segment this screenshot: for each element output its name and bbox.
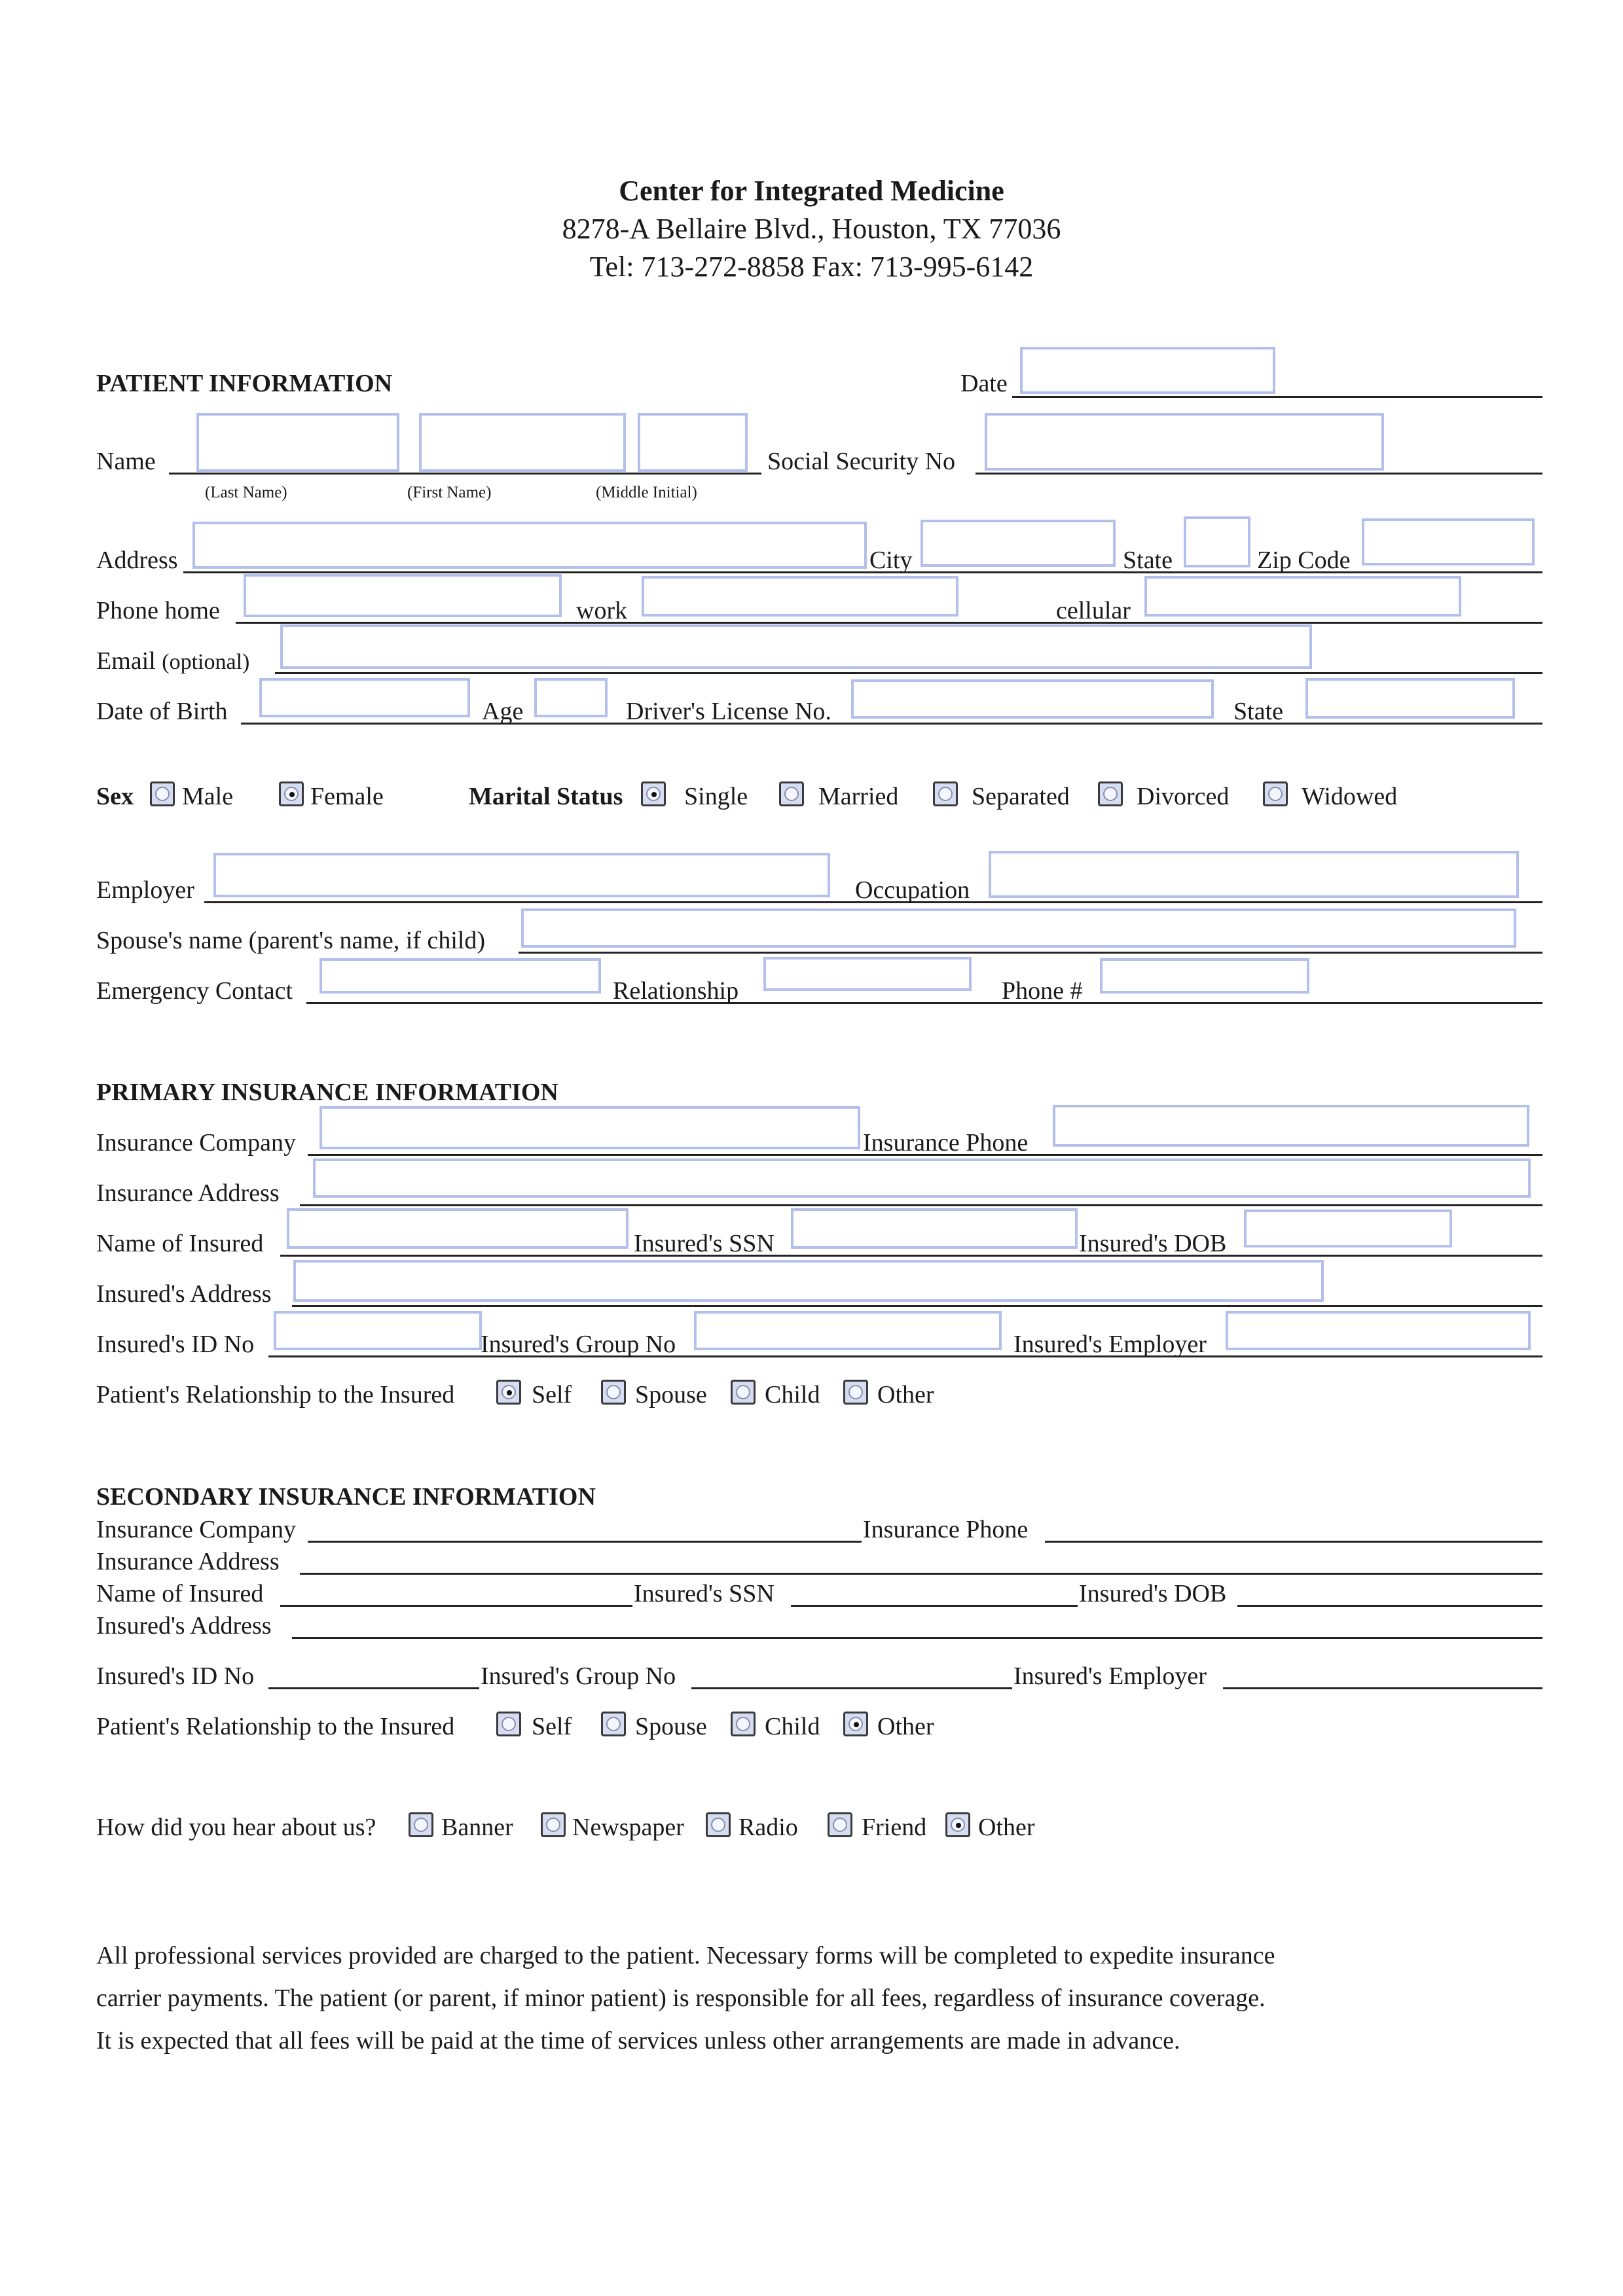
org-address: 8278-A Bellaire Blvd., Houston, TX 77036 <box>562 213 1061 245</box>
primary-employer-label: Insured's Employer <box>1013 1331 1207 1358</box>
primary-rel-other-label: Other <box>877 1381 934 1408</box>
address-field[interactable] <box>192 522 867 569</box>
referral-banner-radio[interactable] <box>409 1812 433 1837</box>
primary-address-line <box>300 1204 1542 1206</box>
secondary-rel-spouse-radio[interactable] <box>601 1712 626 1736</box>
secondary-rel-other-label: Other <box>877 1713 934 1740</box>
org-name: Center for Integrated Medicine <box>619 175 1004 207</box>
secondary-address-line[interactable] <box>300 1573 1542 1575</box>
secondary-address-label: Insurance Address <box>96 1548 280 1575</box>
primary-insured-dob-label: Insured's DOB <box>1079 1230 1227 1257</box>
employer-field[interactable] <box>213 853 830 897</box>
secondary-relationship-label: Patient's Relationship to the Insured <box>96 1713 455 1740</box>
secondary-company-line[interactable] <box>308 1541 862 1543</box>
policy-line-2: carrier payments. The patient (or parent, if minor patient) is responsible for all fees, regardless of insurance coverage. <box>96 1984 1266 2012</box>
middle-initial-field[interactable] <box>638 413 748 472</box>
primary-rel-self-label: Self <box>532 1381 572 1408</box>
age-field[interactable] <box>534 678 608 717</box>
primary-rel-self-radio[interactable] <box>496 1380 521 1405</box>
marital-widowed-radio[interactable] <box>1263 781 1288 806</box>
city-label: City <box>869 547 913 574</box>
date-label: Date <box>960 370 1008 397</box>
license-state-field[interactable] <box>1305 678 1515 719</box>
last-name-field[interactable] <box>196 413 399 472</box>
primary-insured-address-line <box>292 1305 1542 1307</box>
primary-group-label: Insured's Group No <box>481 1331 676 1358</box>
marital-separated-label: Separated <box>972 783 1070 810</box>
primary-group-field[interactable] <box>694 1311 1002 1350</box>
date-line <box>1012 396 1542 398</box>
secondary-company-label: Insurance Company <box>96 1516 296 1543</box>
primary-rel-spouse-label: Spouse <box>635 1381 707 1408</box>
secondary-phone-line[interactable] <box>1045 1541 1542 1543</box>
primary-relationship-label: Patient's Relationship to the Insured <box>96 1381 455 1408</box>
secondary-rel-self-radio[interactable] <box>496 1712 521 1736</box>
secondary-insured-dob-label: Insured's DOB <box>1079 1580 1227 1607</box>
primary-address-label: Insurance Address <box>96 1179 280 1207</box>
secondary-phone-label: Insurance Phone <box>863 1516 1029 1543</box>
sex-label: Sex <box>96 783 134 810</box>
phone-home-label: Phone home <box>96 597 220 624</box>
ssn-label: Social Security No <box>767 448 956 475</box>
primary-insured-name-label: Name of Insured <box>96 1230 264 1257</box>
secondary-insured-address-label: Insured's Address <box>96 1612 272 1640</box>
first-name-field[interactable] <box>419 413 626 472</box>
relationship-label: Relationship <box>613 977 739 1005</box>
referral-friend-label: Friend <box>862 1814 927 1841</box>
referral-question: How did you hear about us? <box>96 1814 376 1841</box>
patient-info-heading: PATIENT INFORMATION <box>96 370 393 397</box>
employer-label: Employer <box>96 876 194 904</box>
secondary-rel-other-radio[interactable] <box>843 1712 868 1736</box>
primary-phone-label: Insurance Phone <box>863 1129 1029 1157</box>
zip-label: Zip Code <box>1257 547 1351 574</box>
referral-radio-radio[interactable] <box>706 1812 731 1837</box>
policy-line-3: It is expected that all fees will be paid at the time of services unless other arrangements are made in advance. <box>96 2027 1180 2054</box>
marital-divorced-radio[interactable] <box>1098 781 1123 806</box>
emergency-contact-label: Emergency Contact <box>96 977 293 1005</box>
dob-label: Date of Birth <box>96 698 228 725</box>
primary-rel-spouse-radio[interactable] <box>601 1380 626 1405</box>
marital-married-radio[interactable] <box>779 781 804 806</box>
marital-single-label: Single <box>684 783 748 810</box>
secondary-rel-spouse-label: Spouse <box>635 1713 707 1740</box>
dob-field[interactable] <box>259 678 470 717</box>
spouse-line <box>519 952 1542 954</box>
marital-widowed-label: Widowed <box>1302 783 1398 810</box>
email-line <box>275 672 1542 674</box>
referral-banner-label: Banner <box>441 1814 513 1841</box>
city-field[interactable] <box>921 520 1116 567</box>
secondary-rel-self-label: Self <box>532 1713 572 1740</box>
primary-id-label: Insured's ID No <box>96 1331 255 1358</box>
ssn-field[interactable] <box>985 413 1384 471</box>
sex-male-radio[interactable] <box>150 781 175 806</box>
secondary-insured-name-line[interactable] <box>280 1605 632 1607</box>
license-field[interactable] <box>851 679 1214 719</box>
primary-insured-ssn-field[interactable] <box>791 1208 1078 1249</box>
referral-other-label: Other <box>978 1814 1035 1841</box>
email-label: Email (optional) <box>96 647 250 675</box>
marital-married-label: Married <box>818 783 899 810</box>
phone-line <box>236 622 1542 624</box>
sex-female-label: Female <box>310 783 384 810</box>
state-label: State <box>1123 547 1173 574</box>
secondary-insured-name-label: Name of Insured <box>96 1580 264 1607</box>
marital-single-radio[interactable] <box>641 781 666 806</box>
license-state-label: State <box>1233 698 1283 725</box>
primary-insured-name-line <box>280 1255 1542 1257</box>
referral-newspaper-label: Newspaper <box>572 1814 684 1841</box>
primary-rel-child-radio[interactable] <box>731 1380 756 1405</box>
occupation-label: Occupation <box>855 876 970 904</box>
spouse-field[interactable] <box>521 908 1516 948</box>
secondary-insured-address-line[interactable] <box>292 1637 1542 1639</box>
ssn-line <box>976 473 1542 475</box>
zip-field[interactable] <box>1362 518 1535 565</box>
primary-insured-address-field[interactable] <box>293 1260 1324 1302</box>
primary-phone-field[interactable] <box>1053 1105 1529 1147</box>
dob-line <box>241 723 1542 725</box>
secondary-insured-ssn-line[interactable] <box>791 1605 1078 1607</box>
referral-friend-radio[interactable] <box>828 1812 852 1837</box>
phone-work-field[interactable] <box>642 576 958 617</box>
primary-company-field[interactable] <box>319 1106 860 1149</box>
primary-company-label: Insurance Company <box>96 1129 296 1157</box>
secondary-employer-line[interactable] <box>1223 1687 1542 1689</box>
spouse-label: Spouse's name (parent's name, if child) <box>96 927 486 954</box>
phone-work-label: work <box>576 597 628 624</box>
primary-rel-child-label: Child <box>765 1381 820 1408</box>
marital-separated-radio[interactable] <box>933 781 958 806</box>
sex-female-radio[interactable] <box>279 781 304 806</box>
state-field[interactable] <box>1184 516 1250 567</box>
secondary-rel-child-radio[interactable] <box>731 1712 756 1736</box>
primary-rel-other-radio[interactable] <box>843 1380 868 1405</box>
primary-insured-name-field[interactable] <box>287 1208 629 1249</box>
secondary-group-line[interactable] <box>691 1687 1012 1689</box>
phone-cellular-label: cellular <box>1056 597 1131 624</box>
org-contact: Tel: 713-272-8858 Fax: 713-995-6142 <box>589 251 1034 283</box>
emergency-phone-field[interactable] <box>1100 958 1309 994</box>
primary-address-field[interactable] <box>313 1158 1531 1198</box>
name-label: Name <box>96 448 156 475</box>
phone-home-field[interactable] <box>244 574 562 617</box>
primary-insured-address-label: Insured's Address <box>96 1280 272 1308</box>
primary-id-field[interactable] <box>274 1311 482 1350</box>
referral-other-radio[interactable] <box>945 1812 970 1837</box>
primary-insurance-heading: PRIMARY INSURANCE INFORMATION <box>96 1079 558 1106</box>
name-line <box>169 473 761 475</box>
secondary-id-label: Insured's ID No <box>96 1662 255 1690</box>
email-field[interactable] <box>280 624 1312 669</box>
policy-line-1: All professional services provided are charged to the patient. Necessary forms will be completed to expedite insurance <box>96 1942 1275 1969</box>
secondary-insured-ssn-label: Insured's SSN <box>634 1580 775 1607</box>
referral-newspaper-radio[interactable] <box>541 1812 566 1837</box>
secondary-employer-label: Insured's Employer <box>1013 1662 1207 1690</box>
secondary-id-line[interactable] <box>268 1687 479 1689</box>
address-label: Address <box>96 547 178 574</box>
emergency-phone-label: Phone # <box>1002 977 1083 1005</box>
first-name-caption: (First Name) <box>407 484 492 501</box>
marital-divorced-label: Divorced <box>1137 783 1230 810</box>
primary-insured-ssn-label: Insured's SSN <box>634 1230 775 1257</box>
relationship-field[interactable] <box>763 957 972 991</box>
emergency-line <box>306 1002 1542 1004</box>
phone-cellular-field[interactable] <box>1144 576 1461 617</box>
secondary-insurance-heading: SECONDARY INSURANCE INFORMATION <box>96 1483 596 1511</box>
age-label: Age <box>482 698 524 725</box>
sex-male-label: Male <box>182 783 234 810</box>
secondary-rel-child-label: Child <box>765 1713 820 1740</box>
primary-employer-field[interactable] <box>1226 1311 1531 1350</box>
marital-status-label: Marital Status <box>469 783 623 810</box>
emergency-contact-field[interactable] <box>319 958 601 994</box>
secondary-group-label: Insured's Group No <box>481 1662 676 1690</box>
last-name-caption: (Last Name) <box>205 484 287 501</box>
primary-id-line <box>268 1355 1542 1357</box>
primary-insured-dob-field[interactable] <box>1244 1210 1452 1247</box>
middle-initial-caption: (Middle Initial) <box>596 484 697 501</box>
occupation-field[interactable] <box>989 851 1519 898</box>
license-label: Driver's License No. <box>626 698 831 725</box>
referral-radio-label: Radio <box>739 1814 798 1841</box>
secondary-insured-dob-line[interactable] <box>1237 1605 1542 1607</box>
date-field[interactable] <box>1020 347 1275 394</box>
